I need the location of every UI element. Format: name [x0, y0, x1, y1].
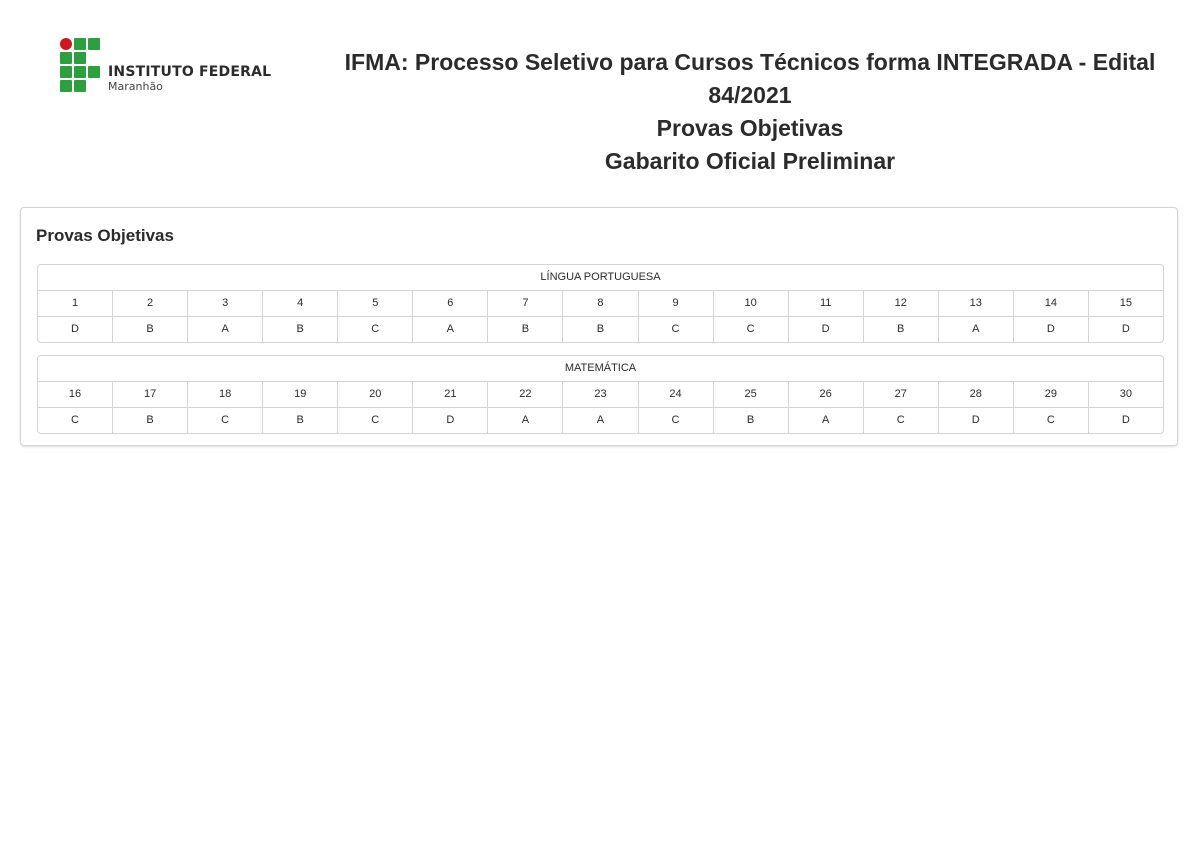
question-number: 28: [938, 382, 1013, 407]
answer-letter: B: [112, 408, 187, 433]
question-number: 23: [562, 382, 637, 407]
question-number: 6: [412, 291, 487, 316]
question-number: 17: [112, 382, 187, 407]
answer-letter: B: [487, 317, 562, 342]
question-number: 1: [71, 297, 79, 309]
question-row: [38, 382, 1163, 407]
answer-letter: B: [262, 408, 337, 433]
page-title: [300, 46, 1200, 178]
answer-letter: C: [713, 317, 788, 342]
grade-subject: LÍNGUA PORTUGUESA: [38, 265, 1163, 291]
question-number: 15: [1088, 291, 1163, 316]
panel-title: Provas Objetivas: [36, 226, 174, 245]
question-number: 16: [68, 388, 82, 400]
answer-letter: C: [187, 408, 262, 433]
title-line-1: IFMA: Processo Seletivo para Cursos Técnicos forma INTEGRADA - Edital: [344, 49, 1156, 75]
question-number: 29: [1013, 382, 1088, 407]
answer-letter: A: [938, 317, 1013, 342]
question-number: 22: [487, 382, 562, 407]
results-panel: [20, 207, 1178, 446]
question-number: 25: [713, 382, 788, 407]
answer-row: [38, 316, 1163, 342]
question-number: 12: [863, 291, 938, 316]
logo-name: INSTITUTO FEDERAL: [108, 64, 272, 80]
logo-subtitle: Maranhão: [108, 80, 163, 93]
answer-letter: D: [1088, 317, 1163, 342]
answer-letter: B: [562, 317, 637, 342]
question-number: 8: [562, 291, 637, 316]
institute-logo: [60, 38, 290, 98]
answer-letter: C: [863, 408, 938, 433]
question-number: 24: [638, 382, 713, 407]
answer-letter: A: [562, 408, 637, 433]
title-line-3: Provas Objetivas: [656, 115, 844, 141]
question-number: 20: [337, 382, 412, 407]
answer-letter: D: [412, 408, 487, 433]
question-number: 3: [187, 291, 262, 316]
question-number: 5: [337, 291, 412, 316]
question-number: 19: [262, 382, 337, 407]
question-number: 11: [788, 291, 863, 316]
question-number: 30: [1088, 382, 1163, 407]
answer-letter: C: [638, 408, 713, 433]
question-number: 9: [638, 291, 713, 316]
answer-letter: B: [713, 408, 788, 433]
answer-letter: C: [71, 414, 79, 426]
answer-letter: A: [187, 317, 262, 342]
question-number: 2: [112, 291, 187, 316]
question-number: 10: [713, 291, 788, 316]
answer-letter: C: [638, 317, 713, 342]
question-number: 21: [412, 382, 487, 407]
grade-table-portuguese: [37, 264, 1164, 343]
question-number: 4: [262, 291, 337, 316]
answer-letter: D: [1013, 317, 1088, 342]
answer-letter: B: [863, 317, 938, 342]
answer-letter: A: [487, 408, 562, 433]
logo-red-circle: [60, 38, 72, 50]
answer-letter: D: [938, 408, 1013, 433]
answer-letter: C: [337, 317, 412, 342]
answer-letter: C: [1013, 408, 1088, 433]
question-number: 14: [1013, 291, 1088, 316]
answer-letter: A: [788, 408, 863, 433]
question-row: [38, 291, 1163, 316]
logo-text: [108, 64, 271, 93]
answer-letter: A: [412, 317, 487, 342]
question-number: 13: [938, 291, 1013, 316]
answer-letter: B: [112, 317, 187, 342]
question-number: 26: [788, 382, 863, 407]
answer-letter: D: [71, 323, 79, 335]
question-number: 18: [187, 382, 262, 407]
grade-table-math: [37, 355, 1164, 434]
grade-subject: MATEMÁTICA: [38, 356, 1163, 382]
title-line-2: 84/2021: [708, 82, 792, 108]
title-line-4: Gabarito Oficial Preliminar: [604, 148, 896, 174]
answer-letter: B: [262, 317, 337, 342]
answer-letter: D: [788, 317, 863, 342]
question-number: 27: [863, 382, 938, 407]
question-number: 7: [487, 291, 562, 316]
answer-row: [38, 407, 1163, 433]
answer-letter: D: [1088, 408, 1163, 433]
logo-grid-icon: [60, 38, 100, 94]
answer-letter: C: [337, 408, 412, 433]
